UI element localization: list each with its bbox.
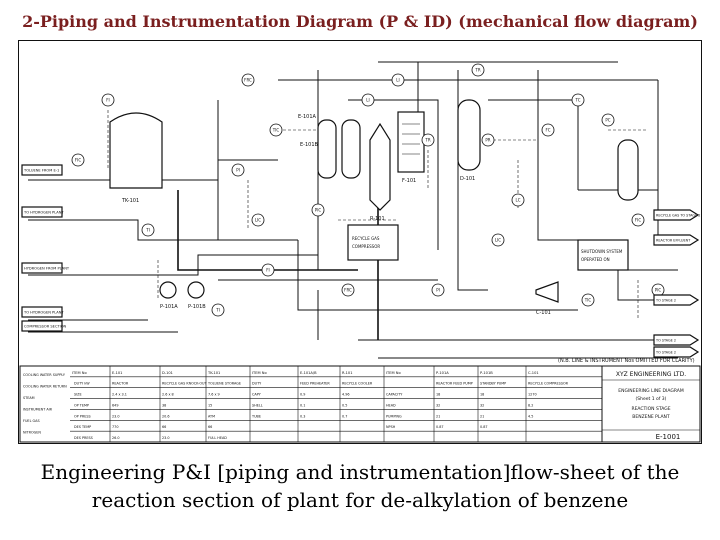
table-header: ITEM No bbox=[386, 370, 401, 375]
table-cell: SHELL bbox=[252, 403, 263, 408]
instrument-tag: FI bbox=[266, 267, 270, 273]
table-cell: 15 bbox=[208, 403, 213, 408]
compressor bbox=[536, 282, 558, 302]
outlet-label: TO STAGE 2 bbox=[656, 298, 677, 303]
table-cell: 21 bbox=[480, 414, 485, 419]
sheet-label: (Sheet 1 of 3) bbox=[635, 397, 667, 402]
table-cell: OP PRESS bbox=[74, 414, 91, 419]
table-cell: 8.2 bbox=[528, 403, 534, 408]
title-block bbox=[602, 366, 700, 442]
inlet-box bbox=[22, 207, 64, 217]
instrument-bubble bbox=[632, 214, 644, 226]
table-cell: 0.7 bbox=[342, 414, 348, 419]
instrument-bubble bbox=[232, 164, 244, 176]
svg-text:R-101: R-101 bbox=[370, 216, 385, 222]
instrument-bubble bbox=[602, 114, 614, 126]
table-cell: 20.6 bbox=[162, 414, 170, 419]
instrument-bubble bbox=[542, 124, 554, 136]
table-cell: 21 bbox=[436, 414, 441, 419]
table-cell: TUBE bbox=[252, 414, 262, 419]
svg-text:C-101: C-101 bbox=[536, 310, 551, 316]
instrument-tag: FRC bbox=[344, 287, 352, 293]
table-header: TK-101 bbox=[208, 370, 221, 375]
instrument-tag: LC bbox=[515, 197, 521, 203]
table-cell: 2.4 x 3.1 bbox=[112, 392, 127, 397]
svg-text:TK-101: TK-101 bbox=[122, 198, 140, 204]
table-header: P-101A bbox=[436, 370, 449, 375]
table-cell: REACTOR FEED PUMP bbox=[436, 381, 473, 386]
table-cell: ATM bbox=[208, 414, 216, 419]
outlet-label: RECYCLE GAS TO STAGE 2 bbox=[656, 213, 701, 218]
instrument-bubble bbox=[652, 284, 664, 296]
pump-a bbox=[160, 282, 176, 298]
instrument-bubble bbox=[582, 294, 594, 306]
plant-label: BENZENE PLANT bbox=[632, 415, 670, 420]
svg-text:P-101B: P-101B bbox=[188, 304, 206, 310]
pid-drawing bbox=[18, 40, 702, 444]
utility-legend-item: FUEL GAS bbox=[23, 419, 40, 423]
instrument-bubble bbox=[262, 264, 274, 276]
table-cell: DUTY kW bbox=[74, 381, 90, 386]
table-cell: 1270 bbox=[528, 392, 537, 397]
instrument-bubble bbox=[342, 284, 354, 296]
inlet-box bbox=[22, 321, 67, 331]
table-header: D-101 bbox=[162, 370, 173, 375]
separator bbox=[618, 140, 638, 200]
equipment bbox=[110, 97, 638, 316]
slide-title: 2-Piping and Instrumentation Diagram (P & ID) (mechanical flow diagram) bbox=[22, 12, 698, 31]
outlet-label: TO STAGE 2 bbox=[656, 338, 677, 343]
svg-text:OPERATED ON: OPERATED ON bbox=[581, 257, 610, 262]
inlet-box bbox=[22, 307, 64, 317]
utility-legend-item: STEAM bbox=[23, 396, 35, 400]
table-cell: RECYCLE COOLER bbox=[342, 381, 373, 386]
table-cell: FULL HEAD bbox=[208, 436, 227, 440]
table-cell: CAPACITY bbox=[386, 392, 403, 397]
table-cell: DES PRESS bbox=[74, 436, 93, 440]
table-header: E-101A/B bbox=[300, 370, 317, 375]
table-header: E-101 bbox=[112, 370, 123, 375]
exchanger-b bbox=[342, 120, 360, 178]
outlet-label: REACTOR EFFLUENT bbox=[656, 238, 691, 243]
instrument-bubble bbox=[212, 304, 224, 316]
instrument-tag: TR bbox=[425, 137, 431, 143]
svg-text:SHUTDOWN SYSTEM: SHUTDOWN SYSTEM bbox=[581, 249, 623, 254]
svg-text:P-101A: P-101A bbox=[160, 304, 178, 310]
instrument-tag: LI bbox=[396, 77, 400, 83]
inlet-label: TO HYDROGEN PLANT bbox=[24, 210, 64, 215]
instrument-bubble bbox=[72, 154, 84, 166]
outlet-arrow bbox=[654, 210, 700, 220]
table-cell: NPSH bbox=[386, 425, 396, 430]
left-inlets bbox=[22, 165, 70, 331]
instrument-tag: FIC bbox=[74, 157, 82, 163]
company-name: XYZ ENGINEERING LTD. bbox=[615, 371, 687, 378]
utility-legend-item: NITROGEN bbox=[23, 430, 41, 435]
table-cell: 0.9 bbox=[300, 392, 306, 397]
instrument-bubble bbox=[512, 194, 524, 206]
table-cell: 2.6 x 8 bbox=[162, 392, 174, 397]
exchanger-a bbox=[318, 120, 336, 178]
table-cell: RECYCLE GAS KNOCK-OUT bbox=[162, 381, 207, 386]
instrument-tag: TI bbox=[216, 307, 220, 313]
table-cell: 0.5 bbox=[342, 403, 348, 408]
instrument-bubble bbox=[270, 124, 282, 136]
drawing-number: E-1001 bbox=[655, 433, 681, 441]
drawing-title: ENGINEERING LINE DIAGRAM bbox=[618, 389, 684, 394]
table-cell: 770 bbox=[112, 425, 119, 430]
equipment-table bbox=[20, 366, 602, 442]
instrument-bubble bbox=[312, 204, 324, 216]
outlet-arrow bbox=[654, 295, 698, 305]
table-header: R-101 bbox=[342, 370, 353, 375]
caption-line-1: Engineering P&I [piping and instrumentation]flow-sheet of the bbox=[40, 460, 680, 484]
utility-legend-item: COOLING WATER SUPPLY bbox=[23, 373, 65, 377]
table-cell: SIZE bbox=[74, 392, 82, 397]
instrument-tag: TIC bbox=[272, 127, 280, 133]
pump-b bbox=[188, 282, 204, 298]
storage-tank bbox=[110, 113, 162, 188]
compressor-package bbox=[348, 225, 398, 260]
svg-text:COMPRESSOR: COMPRESSOR bbox=[352, 244, 381, 249]
table-cell: OP TEMP bbox=[74, 403, 89, 408]
inlet-label: TO HYDROGEN PLANT bbox=[24, 310, 64, 315]
table-cell: 649 bbox=[112, 403, 119, 408]
table-cell: 0.87 bbox=[436, 425, 444, 430]
section-label: REACTION STAGE bbox=[631, 407, 671, 412]
instrument-tag: FIC bbox=[634, 217, 642, 223]
table-cell: 4.96 bbox=[342, 392, 350, 397]
instrument-tag: LIC bbox=[494, 237, 502, 243]
caption bbox=[0, 458, 720, 514]
svg-text:F-101: F-101 bbox=[402, 178, 417, 184]
table-cell: 0.1 bbox=[300, 403, 306, 408]
table-cell: 32 bbox=[480, 403, 485, 408]
instrument-tag: PI bbox=[236, 167, 240, 173]
table-header: ITEM No bbox=[72, 370, 87, 375]
table-cell: STANDBY PUMP bbox=[480, 381, 507, 386]
instrument-tag: FRC bbox=[244, 77, 252, 83]
table-cell: 66 bbox=[162, 425, 167, 430]
table-cell: 0.3 bbox=[300, 414, 306, 419]
inlet-box bbox=[22, 263, 70, 273]
instrument-bubble bbox=[242, 74, 254, 86]
instrument-bubble bbox=[102, 94, 114, 106]
furnace bbox=[398, 112, 424, 172]
instrument-bubbles bbox=[72, 64, 664, 316]
table-cell: TOLUENE STORAGE bbox=[208, 381, 241, 386]
table-cell: PUMPING bbox=[386, 414, 402, 419]
table-cell: 23.0 bbox=[112, 414, 120, 419]
svg-text:D-101: D-101 bbox=[460, 176, 476, 182]
instrument-tag: PC bbox=[605, 117, 611, 123]
instrument-tag: PIC bbox=[654, 287, 662, 293]
table-cell: 18 bbox=[480, 392, 485, 397]
inlet-box bbox=[22, 165, 62, 175]
outlet-arrow bbox=[654, 235, 698, 245]
inlet-label: HYDROGEN FROM PLANT bbox=[24, 266, 70, 271]
instrument-bubble bbox=[482, 134, 494, 146]
instrument-tag: PIC bbox=[314, 207, 322, 213]
inlet-label: COMPRESSOR SECTION bbox=[24, 324, 67, 329]
drawing-note: (N.B. LINE & INSTRUMENT Nos OMITTED FOR CLARITY) bbox=[558, 358, 695, 364]
svg-text:RECYCLE GAS: RECYCLE GAS bbox=[352, 236, 380, 241]
instrument-tag: PR bbox=[485, 137, 491, 143]
reactor bbox=[370, 124, 390, 210]
table-cell: HEAD bbox=[386, 403, 396, 408]
outlet-label: TO STAGE 2 bbox=[656, 350, 677, 355]
table-cell: 32 bbox=[436, 403, 441, 408]
table-cell: RECYCLE COMPRESSOR bbox=[528, 381, 569, 386]
instrument-bubble bbox=[472, 64, 484, 76]
instrument-tag: PI bbox=[436, 287, 440, 293]
svg-text:E-101B: E-101B bbox=[300, 142, 318, 148]
table-cell: FEED PREHEATER bbox=[300, 381, 330, 386]
table-cell: 26.0 bbox=[112, 436, 120, 440]
caption-line-2: reaction section of plant for de-alkylation of benzene bbox=[91, 488, 629, 512]
instrument-tag: FC bbox=[545, 127, 551, 133]
pid-svg bbox=[18, 40, 702, 444]
table-cell: 0.87 bbox=[480, 425, 488, 430]
table-cell: 18 bbox=[436, 392, 441, 397]
table-cell: 7.6 x 9 bbox=[208, 392, 220, 397]
table-cell: 38 bbox=[162, 403, 167, 408]
table-header: ITEM No bbox=[252, 370, 267, 375]
table-cell: REACTOR bbox=[112, 381, 129, 386]
table-cell: 23.0 bbox=[162, 436, 170, 440]
table-cell: DUTY bbox=[252, 381, 262, 386]
instrument-tag: TC bbox=[575, 97, 581, 103]
knockout-drum bbox=[458, 100, 480, 170]
instrument-tag: TI bbox=[146, 227, 150, 233]
table-cell: DES TEMP bbox=[74, 425, 92, 430]
instrument-tag: LIC bbox=[254, 217, 262, 223]
instrument-bubble bbox=[392, 74, 404, 86]
table-header: C-101 bbox=[528, 370, 539, 375]
shutdown-system bbox=[578, 240, 628, 270]
utility-legend-item: INSTRUMENT AIR bbox=[23, 407, 53, 412]
instrument-tag: FI bbox=[106, 97, 110, 103]
instrument-bubble bbox=[362, 94, 374, 106]
instrument-bubble bbox=[422, 134, 434, 146]
inlet-label: TOLUENE FROM E-1 bbox=[24, 168, 60, 173]
table-header: P-101B bbox=[480, 370, 493, 375]
instrument-bubble bbox=[572, 94, 584, 106]
right-outlets bbox=[654, 210, 700, 357]
table-cell: 66 bbox=[208, 425, 213, 430]
instrument-bubble bbox=[492, 234, 504, 246]
instrument-tag: LI bbox=[366, 97, 370, 103]
table-cell: CAPY bbox=[252, 392, 261, 397]
outlet-arrow bbox=[654, 347, 698, 357]
instrument-bubble bbox=[432, 284, 444, 296]
instrument-tag: TIC bbox=[584, 297, 592, 303]
instrument-bubble bbox=[252, 214, 264, 226]
outlet-arrow bbox=[654, 335, 698, 345]
table-cell: 4.5 bbox=[528, 414, 534, 419]
instrument-bubble bbox=[142, 224, 154, 236]
utility-legend-item: COOLING WATER RETURN bbox=[23, 384, 67, 389]
instrument-tag: TR bbox=[475, 67, 481, 73]
pipe-network bbox=[28, 62, 678, 358]
svg-text:E-101A: E-101A bbox=[298, 114, 316, 120]
